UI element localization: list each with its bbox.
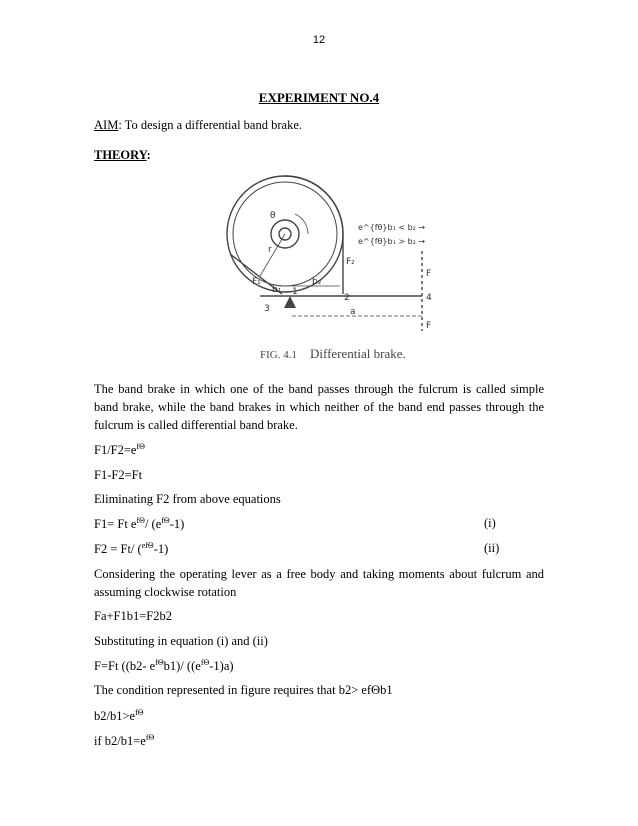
eq4-part-b: -1) [153,542,169,557]
equation-4 [94,541,168,557]
page-number: 12 [312,34,326,46]
eq7-sup: fΘ [135,708,144,717]
equation-2: F1-F2=Ft [94,468,143,482]
eq6-sup2: fΘ [200,658,210,667]
equation-4-ref: (ii) [484,541,500,555]
eq3-part-c: -1) [169,517,185,532]
equation-3 [94,516,184,532]
eq8-sup: fΘ [145,733,155,742]
eq3-part-b: / (e [144,517,162,532]
equation-6 [94,658,234,674]
b2-label: b₂ [312,277,322,287]
equation-8 [94,733,154,749]
eq7-part-a: b2/b1>e [94,709,136,724]
condition-1-label: e^{fθ}b₁ < b₂ → [358,223,426,232]
condition-text: The condition represented in figure requires that b2> efΘb1 [94,683,393,697]
theory-heading [94,148,151,163]
aim-line [94,118,302,133]
radius-label: r [268,245,272,255]
condition-2-label: e^{fθ}b₁ > b₂ → [358,237,426,246]
eq3-part-a: F1= Ft e [94,517,137,532]
f2-label: F₂ [346,257,355,267]
a-label: a [350,307,356,317]
substituting-text: Substituting in equation (i) and (ii) [94,634,268,648]
eq6-part-c: -1)a) [209,659,234,674]
f1-label: F₁ [252,277,261,287]
equation-5: Fa+F1b1=F2b2 [94,609,173,623]
eq1-base: F1/F2=e [94,443,137,458]
figure-caption-text: Differential brake. [310,346,406,361]
eq6-part-a: F=Ft ((b2- e [94,659,156,674]
theta-arc [295,214,308,234]
differential-brake-figure [200,166,450,366]
page-title: EXPERIMENT NO.4 [258,90,380,105]
eq3-sup2: fΘ [161,516,170,525]
eliminating-text: Eliminating F2 from above equations [94,492,281,506]
paragraph-1: The band brake in which one of the band passes through the fulcrum is called simple band brake, while the band brakes in which neither of the band end passes through the fulcrum is called differential band brake. [94,382,544,432]
theory-colon: : [146,148,151,162]
eq6-part-b: b1)/ ((e [163,659,201,674]
theta-label: θ [270,211,276,221]
equation-3-ref: (i) [484,516,496,530]
eq8-part-a: if b2/b1=e [94,734,146,749]
eq4-part-a: F2 = Ft/ ( [94,542,142,557]
aim-text: : To design a differential band brake. [118,118,302,132]
equation-7 [94,708,144,724]
point-3-label: 3 [264,304,270,314]
b1-label: b₁ [272,285,282,295]
force-up-label: F [426,269,432,279]
eq3-sup1: fΘ [136,516,145,525]
figure-caption-prefix: FIG. 4.1 [260,349,297,361]
theory-label: THEORY [94,148,147,162]
fulcrum-icon [284,296,296,308]
eq6-sup1: fΘ [155,658,164,667]
point-1-label: 1 [292,287,298,297]
equation-1 [94,442,145,458]
eq4-sup1: efΘ [141,541,154,550]
point-4-label: 4 [426,293,432,303]
eq1-sup: fΘ [136,442,145,451]
aim-label: AIM [94,118,119,132]
paragraph-2: Considering the operating lever as a free body and taking moments about fulcrum and assuming clockwise rotation [94,567,544,599]
force-down-label: F [426,321,432,331]
point-2-label: 2 [344,293,350,303]
